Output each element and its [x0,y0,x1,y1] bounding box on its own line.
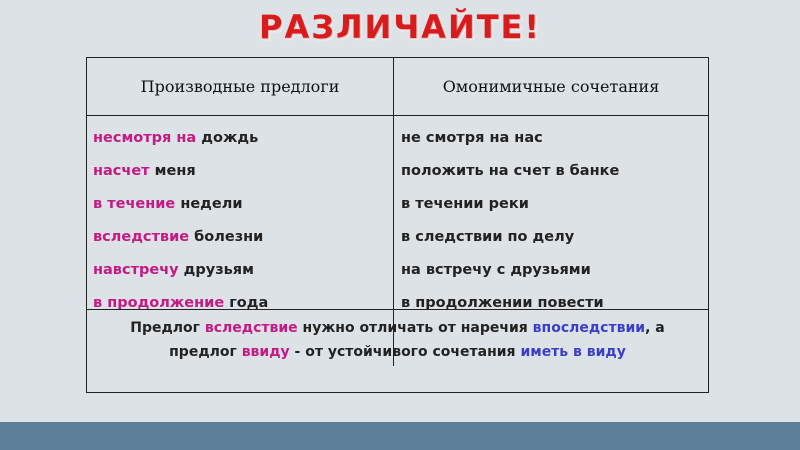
list-item: положить на счет в банке [401,163,620,179]
list-item: несмотря на дождь [93,130,259,146]
slide-title: РАЗЛИЧАЙТЕ! [259,8,541,46]
list-item: на встречу с друзьями [401,262,591,278]
list-item: в течении реки [401,196,529,212]
rule-note: Предлог вследствие нужно отличать от наречия впоследствии, а предлог ввиду - от устойчивого сочетания иметь в виду [130,320,665,360]
list-item: в продолжение года [93,295,269,311]
list-item: в следствии по делу [401,229,575,245]
list-item: не смотря на нас [401,130,543,146]
list-item: вследствие болезни [93,229,264,245]
list-item: в течение недели [93,196,243,212]
header-homonymous-phrases: Омонимичные сочетания [442,77,660,96]
bottom-bar [0,422,800,450]
header-derived-prepositions: Производные предлоги [87,58,394,115]
comparison-table [86,57,709,393]
list-item: насчет меня [93,163,196,179]
list-item: навстречу друзьям [93,262,254,278]
list-item: в продолжении повести [401,295,604,311]
